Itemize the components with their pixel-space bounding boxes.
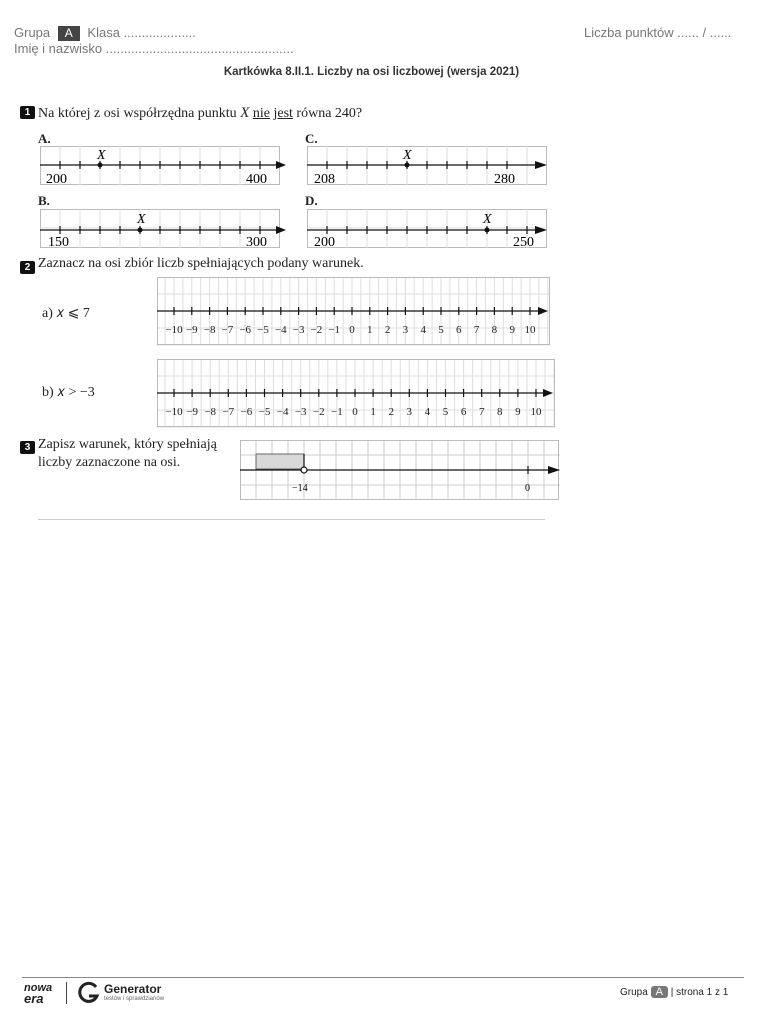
tick-label: −10 (165, 324, 183, 336)
point-x-marker (138, 228, 143, 233)
q3-label-right: 0 (525, 483, 530, 494)
tick-label: −6 (240, 406, 253, 418)
axis-b-left-label: 150 (48, 235, 69, 249)
tick-label: −4 (274, 324, 287, 336)
tick-label: 9 (509, 324, 515, 336)
tick-label: 8 (497, 406, 503, 418)
q1-option-c-letter: C. (305, 131, 318, 146)
tick-label: 7 (473, 324, 480, 336)
tick-label: −2 (312, 406, 325, 418)
point-x-marker (405, 163, 410, 168)
q1-number: 1 (20, 102, 35, 120)
q3-text-line1: Zapisz warunek, który spełniają (38, 437, 217, 452)
q2-text: Zaznacz na osi zbiór liczb spełniających podany warunek. (38, 256, 364, 271)
q3-label-left: −14 (292, 483, 308, 494)
q3-shaded-interval (256, 454, 304, 469)
tick-label: −1 (331, 406, 343, 418)
tick-label: −7 (222, 406, 235, 418)
point-x-label: X (403, 148, 412, 163)
tick-label: −6 (239, 324, 252, 336)
points-label: Liczba punktów ...... / ...... (584, 25, 732, 40)
tick-label: 2 (388, 406, 394, 418)
tick-label: 0 (349, 324, 355, 336)
page-title: Kartkówka 8.II.1. Liczby na osi liczbowej (wersja 2021) (223, 66, 520, 78)
q1-option-b-letter: B. (38, 193, 50, 208)
axis-c-right-label: 280 (494, 172, 515, 186)
separator (38, 519, 545, 520)
tick-label: 7 (478, 406, 485, 418)
group-badge: A (58, 26, 80, 41)
tick-label: 9 (515, 406, 521, 418)
tick-label: 3 (402, 324, 409, 336)
tick-label: −9 (186, 406, 198, 418)
point-x-label: X (137, 212, 146, 227)
tick-label: 1 (367, 324, 373, 336)
footer-logo-divider (66, 982, 67, 1004)
axis-b (40, 209, 290, 249)
tick-label: −9 (185, 324, 198, 336)
header-group-row (14, 25, 196, 41)
q2-axis-a[interactable] (157, 277, 557, 347)
q2-number: 2 (20, 257, 35, 275)
q3-open-point (301, 467, 307, 473)
tick-label: −8 (203, 324, 216, 336)
footer-divider (22, 977, 744, 978)
q3-number: 3 (20, 437, 35, 455)
tick-label: −1 (328, 324, 341, 336)
generator-logo-icon (77, 981, 101, 1005)
point-x-label: X (97, 148, 106, 163)
tick-label: −10 (165, 406, 183, 418)
name-label: Imię i nazwisko .................................................... (14, 41, 294, 56)
q2-axis-b[interactable] (157, 359, 557, 429)
generator-sub: testów i sprawdzianów (104, 996, 165, 1002)
tick-label: 10 (524, 324, 536, 336)
tick-label: −7 (221, 324, 234, 336)
q3-text (38, 436, 217, 472)
generator-brand: Generator (104, 982, 162, 996)
class-label: Klasa .................... (87, 25, 196, 40)
axis-d (307, 209, 557, 249)
q2-b-label: b) 𝑥 > −3 (42, 385, 95, 400)
tick-label: 10 (530, 406, 542, 418)
q2-a-label: a) 𝑥 ⩽ 7 (42, 306, 90, 321)
axis-c (307, 146, 557, 186)
point-x-label: X (483, 212, 492, 227)
tick-label: 8 (491, 324, 498, 336)
footer-group-badge: A (651, 986, 668, 998)
footer-group-label: Grupa (620, 987, 648, 998)
axis-d-right-label: 250 (513, 235, 534, 249)
tick-label: 1 (370, 406, 376, 418)
axis-c-left-label: 208 (314, 172, 335, 186)
tick-label: 4 (420, 324, 426, 336)
q3-axis (240, 440, 562, 502)
point-x-marker (485, 228, 490, 233)
tick-label: 6 (460, 406, 467, 418)
axis-d-left-label: 200 (314, 235, 335, 249)
tick-label: −8 (204, 406, 217, 418)
q3-text-line2: liczby zaznaczone na osi. (38, 455, 181, 470)
tick-label: −3 (292, 324, 305, 336)
axis-a (40, 146, 290, 186)
tick-label: −3 (294, 406, 307, 418)
tick-label: −5 (257, 324, 269, 336)
axis-a-left-label: 200 (46, 172, 67, 186)
tick-label: 3 (406, 406, 413, 418)
tick-label: 5 (438, 324, 444, 336)
footer-page-text: | strona 1 z 1 (670, 987, 729, 998)
nowa-era-logo: nowa era (24, 982, 53, 1006)
tick-label: 5 (442, 406, 449, 418)
footer-group (620, 986, 728, 998)
tick-label: −5 (258, 406, 271, 418)
axis-b-right-label: 300 (246, 235, 267, 249)
tick-label: 0 (352, 406, 358, 418)
q1-option-d-letter: D. (305, 193, 318, 208)
tick-label: 6 (456, 324, 462, 336)
axis-a-right-label: 400 (246, 172, 267, 186)
q1-option-a-letter: A. (38, 131, 51, 146)
group-label: Grupa (14, 25, 51, 40)
tick-label: −4 (276, 406, 289, 418)
tick-label: 2 (384, 324, 391, 336)
tick-label: 4 (424, 406, 431, 418)
tick-label: −2 (310, 324, 323, 336)
q1-text: Na której z osi współrzędna punktu X nie jest równa 240? (38, 105, 363, 121)
point-x-marker (98, 163, 103, 168)
